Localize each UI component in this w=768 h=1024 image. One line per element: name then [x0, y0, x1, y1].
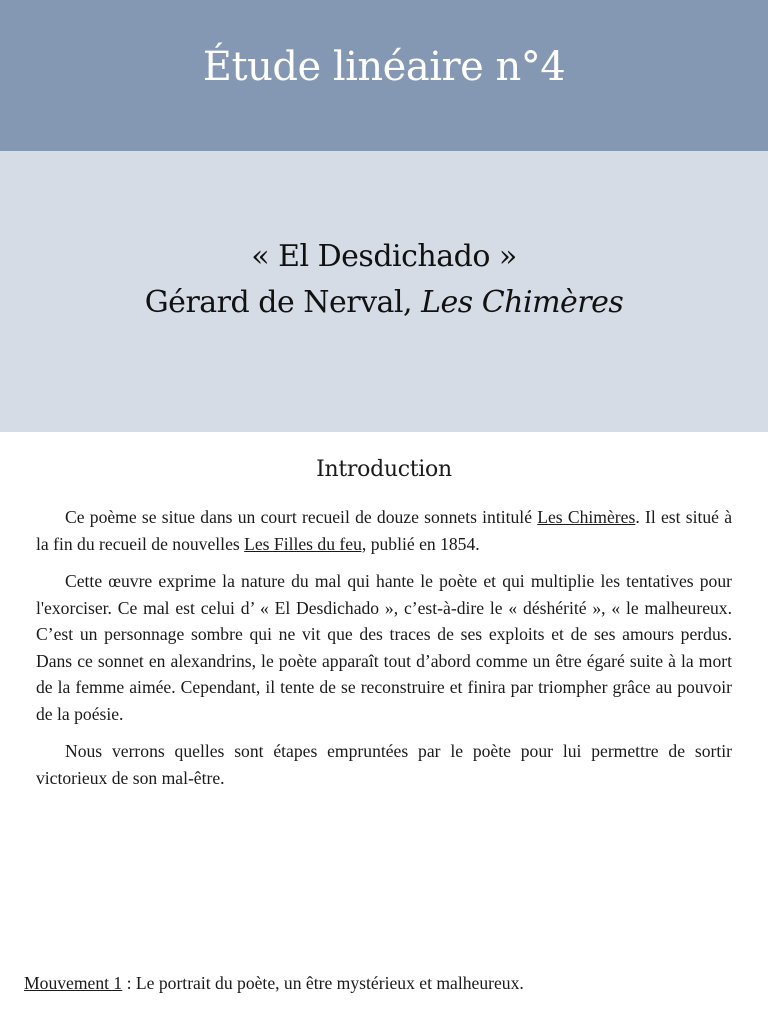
filles-du-feu-link[interactable]: Les Filles du feu, — [244, 533, 367, 554]
movement-1-heading — [24, 970, 524, 996]
collection-title: Les Chimères — [421, 285, 624, 320]
p1-text-1: Ce poème se situe dans un court recueil de douze sonnets intitulé — [65, 507, 538, 527]
page-title: Étude linéaire n°4 — [202, 43, 566, 90]
intro-paragraph-2: Cette œuvre exprime la nature du mal qui hante le poète et qui multiplie les tentatives pour l'exorciser. Ce mal est celui d’ « El Desdichado », c’est-à-dire le « déshérité », « le malheureux. C’est un personnage sombre qui ne vit que des traces de ses exploits et de ses amours perdus. Dans ce sonnet en alexandrins, le poète apparaît tout d’abord comme un être égaré suite à la mort de la femme aimée. Cependant, il tente de se reconstruire et finira par triompher grâce au pouvoir de la poésie. — [36, 571, 732, 724]
subtitle-box — [0, 151, 768, 432]
p1-text-3: publié en 1854. — [366, 533, 480, 554]
introduction-heading: Introduction — [316, 457, 452, 482]
movement-1-label: Mouvement 1 — [24, 973, 123, 993]
author-line — [0, 280, 768, 326]
document-body — [0, 457, 768, 791]
title-banner — [0, 0, 768, 151]
intro-paragraph-3: Nous verrons quelles sont étapes empruntées par le poète pour lui permettre de sortir victorieux de son mal-être. — [36, 741, 732, 788]
les-chimeres-link[interactable]: Les Chimères — [537, 507, 636, 527]
poem-title: « El Desdichado » — [251, 239, 517, 274]
author-name: Gérard de Nerval, — [144, 285, 422, 320]
movement-1-text: : Le portrait du poète, un être mystérieux et malheureux. — [122, 973, 524, 993]
intro-paragraph-1 — [36, 504, 732, 557]
p1-text-2: . Il est situé à la fin du recueil de nouvelles — [36, 507, 732, 554]
